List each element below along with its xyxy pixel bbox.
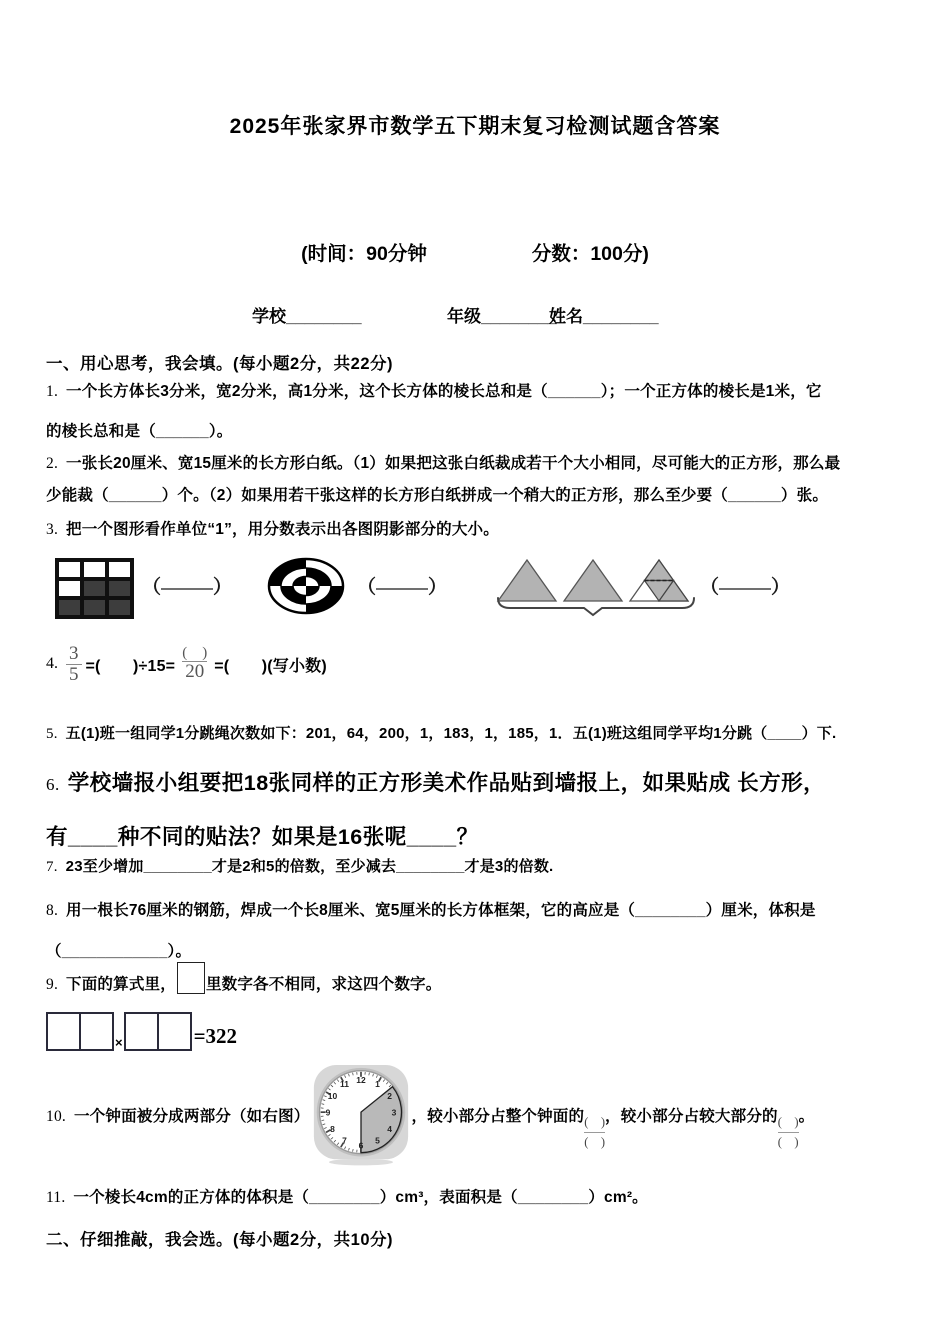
question-4 [46, 634, 911, 694]
answer-blank-1: （ ） [142, 577, 233, 598]
question-4-part1: =( )÷15= [85, 657, 176, 675]
triangles-figure [496, 556, 696, 620]
section-two-header: 二、仔细推敲，我会选。(每小题2分，共10分) [46, 1231, 394, 1249]
grade-field: 年级________ [447, 307, 557, 326]
blank-underline [161, 585, 213, 590]
question-1-line1: 一个长方体长3分米，宽2分米，高1分米，这个长方体的棱长总和是（______）；一个正方体的棱长是1米，它 [66, 383, 822, 400]
question-10-mid1: ，较小部分占整个钟面的 [411, 1108, 585, 1125]
question-9-number: 9. [46, 976, 59, 993]
question-11 [46, 1185, 911, 1207]
svg-text:10: 10 [327, 1090, 337, 1101]
school-field: 学校________ [252, 307, 362, 326]
svg-text:6: 6 [358, 1140, 363, 1151]
question-4-part2: =( )(写小数) [214, 657, 327, 675]
svg-text:7: 7 [341, 1135, 347, 1146]
question-7 [46, 855, 911, 876]
grid-cell [57, 598, 82, 617]
question-5-number: 5. [46, 726, 58, 742]
svg-text:4: 4 [386, 1123, 392, 1134]
fraction-blank-stack: ( ) ( ) [778, 1113, 799, 1152]
question-6-number: 6. [46, 775, 60, 794]
answer-blank-3: （ ） [700, 577, 791, 598]
blank-underline [376, 585, 428, 590]
grid-cell [82, 598, 107, 617]
digit-box-icon [46, 1012, 81, 1051]
question-2-line1: 一张长20厘米、宽15厘米的长方形白纸。（1）如果把这张白纸裁成若干个大小相同，尽可能大的正方形，那么最 [66, 455, 841, 472]
question-2 [46, 448, 911, 512]
section-one-header: 一、用心思考，我会填。(每小题2分，共22分) [46, 355, 394, 373]
name-field: 姓名________ [549, 307, 659, 326]
fraction-blank-stack: ( ) ( ) [584, 1113, 605, 1152]
question-9-post: 里数字各不相同，求这四个数字。 [205, 976, 442, 993]
grid-cell [107, 598, 132, 617]
target-circle-figure [266, 556, 346, 618]
question-8 [46, 890, 911, 972]
question-11-text: 一个棱长4cm的正方体的体积是（________）cm³，表面积是（________）cm²。 [73, 1189, 648, 1206]
svg-text:2: 2 [386, 1090, 392, 1101]
svg-text:1: 1 [374, 1079, 380, 1090]
question-11-number: 11. [46, 1189, 66, 1206]
question-6-line1: 学校墙报小组要把18张同样的正方形美术作品贴到墙报上，如果贴成 长方形， [67, 771, 826, 795]
question-8-line2: （____________）。 [46, 943, 192, 960]
page-title: 2025年张家界市数学五下期末复习检测试题含答案 [229, 115, 721, 138]
grid-cell [82, 579, 107, 598]
grid-cell [82, 560, 107, 579]
blank-underline [719, 585, 771, 590]
question-10 [46, 1062, 936, 1168]
multiply-sign: × [115, 1035, 123, 1050]
question-6-line2: 有____种不同的贴法？如果是16张呢____？ [46, 825, 479, 849]
question-5-text: 五(1)班一组同学1分跳绳次数如下：201，64，200，1，183，1，185，1．五(1)班这组同学平均1分跳（____）下. [65, 725, 837, 742]
question-5 [46, 722, 911, 743]
grid-cell [107, 560, 132, 579]
svg-text:8: 8 [329, 1123, 335, 1134]
box-equation [46, 1012, 237, 1051]
fraction-blank-over-20: $\frac{( )}{20}$ [182, 644, 208, 683]
question-4-number: 4. [46, 655, 58, 672]
grid-cell [57, 579, 82, 598]
question-6 [46, 757, 911, 863]
exam-meta-line [0, 238, 950, 266]
question-7-number: 7. [46, 859, 58, 875]
question-1-number: 1. [46, 383, 59, 400]
question-8-number: 8. [46, 902, 59, 919]
question-8-line1: 用一根长76厘米的钢筋，焊成一个长8厘米、宽5厘米的长方体框架，它的高应是（________）厘米，体积是 [66, 902, 816, 919]
question-2-number: 2. [46, 455, 59, 472]
question-3-number: 3. [46, 521, 59, 538]
digit-box-icon [79, 1012, 114, 1051]
digit-box-icon [124, 1012, 159, 1051]
svg-text:3: 3 [391, 1107, 396, 1118]
question-10-pre: 一个钟面被分成两部分（如右图） [73, 1108, 310, 1125]
time-label: (时间：90分钟 [301, 243, 427, 265]
equation-result: =322 [193, 1024, 238, 1048]
question-9 [46, 962, 911, 994]
svg-text:11: 11 [339, 1079, 349, 1090]
digit-box-icon [157, 1012, 192, 1051]
svg-text:5: 5 [374, 1135, 380, 1146]
score-label: 分数：100分) [531, 243, 649, 265]
grid-cell [57, 560, 82, 579]
question-7-text: 23至少增加________才是2和5的倍数，至少减去________才是3的倍数. [65, 858, 554, 875]
svg-text:9: 9 [325, 1107, 330, 1118]
svg-text:12: 12 [355, 1074, 366, 1085]
answer-blank-2: （ ） [357, 577, 448, 598]
shaded-grid-figure [55, 558, 134, 619]
digit-box-icon [177, 962, 205, 994]
grid-cell [107, 579, 132, 598]
question-9-pre: 下面的算式里， [66, 976, 176, 993]
clock-figure [312, 1063, 410, 1167]
question-3 [46, 517, 911, 539]
question-2-line2: 少能裁（______）个。（2）如果用若干张这样的长方形白纸拼成一个稍大的正方形，那么至少要（______）张。 [46, 487, 829, 504]
question-10-mid2: ，较小部分占较大部分的 [605, 1108, 778, 1125]
question-10-end: 。 [798, 1108, 815, 1125]
question-1 [46, 372, 911, 452]
fraction-three-fifths: $\frac{3}{5}$ [66, 644, 82, 685]
question-1-line2: 的棱长总和是（______）。 [46, 423, 233, 440]
question-10-number: 10. [46, 1108, 66, 1125]
question-3-text: 把一个图形看作单位“1”，用分数表示出各图阴影部分的大小。 [66, 521, 499, 538]
